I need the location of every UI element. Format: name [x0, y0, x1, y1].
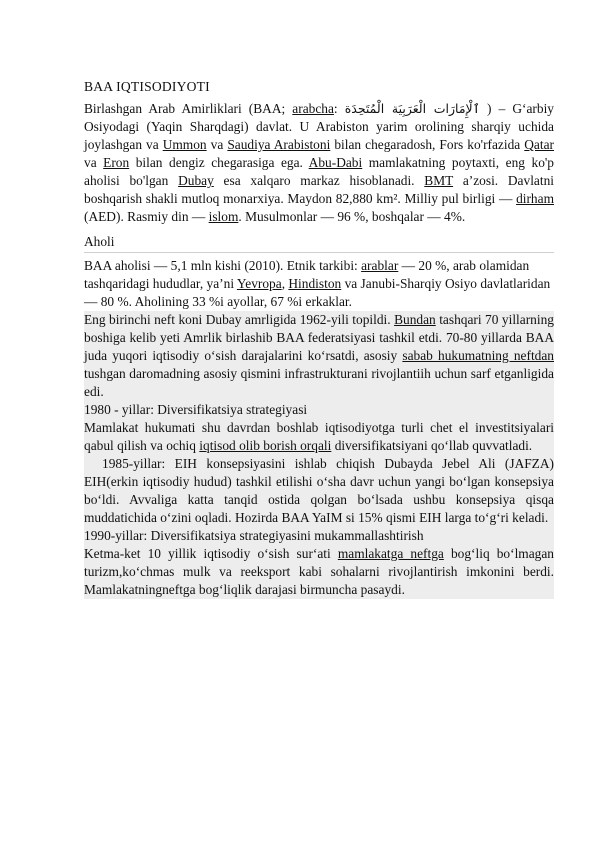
s1990-text: bog‘liq bo‘lmagan turizm,ko‘chmas mulk va reeksport kabi sohalarni rivojlantirish imkonini berdi. Mamlakatningneftga bog‘liqlik darajasi birmuncha pasaydi.	[84, 546, 555, 597]
section-heading-aholi: Aholi	[84, 233, 554, 253]
link-bundan[interactable]: Bundan	[394, 312, 436, 327]
link-sabab-hukumatning-neftdan[interactable]: sabab hukumatning neftdan	[402, 348, 554, 363]
s1980-text: diversifikatsiyani qo‘llab quvvatladi.	[331, 438, 533, 453]
link-arabcha[interactable]: arabcha	[292, 101, 334, 116]
link-hindiston[interactable]: Hindiston	[288, 276, 342, 291]
arabic-name: ٱلْإِمَارَات الْعَرَبِيَة الْمُتَحِدَة	[344, 101, 480, 116]
link-eron[interactable]: Eron	[103, 155, 130, 170]
oil-history-paragraph	[84, 311, 554, 401]
link-ummon[interactable]: Ummon	[162, 137, 207, 152]
link-dirham[interactable]: dirham	[516, 191, 554, 206]
section-1980-paragraph	[84, 419, 554, 455]
section-1990-paragraph	[84, 545, 554, 599]
s1980-text: Mamlakat hukumati shu davrdan boshlab iqtisodiyotga turli chet el investitsiyalari qabul qilish va ochiq	[84, 420, 554, 453]
aholi-text: ,	[281, 276, 289, 291]
document-page	[84, 78, 554, 599]
link-arablar[interactable]: arablar	[361, 258, 399, 273]
oil-text: tashqari 70 yillarning boshiga kelib yeti Amrlik birlashib BAA federatsiyasi tashkil etdi. 70-80 yillarda BAA juda yuqori iqtisodiy o‘sish darajalarini ko‘rsatdi, asosiy	[84, 312, 554, 363]
intro-text: (AED). Rasmiy din —	[84, 209, 209, 224]
intro-text: Birlashgan Arab Amirliklari (BAA;	[84, 101, 293, 116]
section-1985-paragraph: 1985-yillar: EIH konsepsiyasini ishlab chiqish Dubayda Jebel Ali (JAFZA) EIH(erkin iqtisodiy hudud) tashkil etilishi o‘sha davr uchun yangi bo‘lgan konsepsiya bo‘ldi. Avvaliga katta tanqid ostida qolgan bo‘lsada ushbu konsepsiya qisqa muddatichida o‘zini oqladi. Hozirda BAA YaIM si 15% qismi EIH larga to‘g‘ri keladi.	[84, 456, 554, 525]
section-heading-1990: 1990-yillar: Diversifikatsiya strategiyasini mukammallashtirish	[84, 527, 554, 545]
s1990-text: Ketma-ket 10 yillik iqtisodiy o‘sish sur‘ati	[84, 546, 338, 561]
intro-paragraph	[84, 100, 554, 226]
intro-text: va	[206, 137, 228, 152]
aholi-text: va Janubi-Sharqiy Osiyo davlatlaridan — 80 %. Aholining 33 %i ayollar, 67 %i erkaklar.	[84, 276, 551, 309]
link-dubay[interactable]: Dubay	[178, 173, 214, 188]
link-qatar[interactable]: Qatar	[524, 137, 555, 152]
link-bmt[interactable]: BMT	[424, 173, 454, 188]
intro-text: . Musulmonlar — 96 %, boshqalar — 4%.	[238, 209, 466, 224]
intro-text: bilan dengiz chegarasiga ega.	[129, 155, 309, 170]
aholi-paragraph	[84, 257, 554, 311]
document-title: BAA IQTISODIYOTI	[84, 79, 210, 94]
oil-text: Eng birinchi neft koni Dubay amrligida 1962-yili topildi.	[84, 312, 395, 327]
oil-text: tushgan daromadning asosiy qismini infrastrukturani rivojlantiih uchun sarf etganligida edi.	[84, 366, 554, 399]
section-heading-1980: 1980 - yillar: Diversifikatsiya strategiyasi	[84, 401, 554, 419]
intro-text: ) – G‘arbiy Osiyodagi (Yaqin Sharqdagi) davlat. U Arabiston yarim orolining sharqiy uchida joylashgan va	[84, 101, 554, 152]
intro-text: bilan chegaradosh, Fors ko'rfazida	[330, 137, 525, 152]
aholi-text: BAA aholisi — 5,1 mln kishi (2010). Etnik tarkibi:	[84, 258, 362, 273]
link-abu-dabi[interactable]: Abu-Dabi	[308, 155, 363, 170]
link-iqtisod-olib-borish[interactable]: iqtisod olib borish orqali	[199, 438, 332, 453]
intro-text: :	[333, 101, 345, 116]
intro-text: mamlakatning poytaxti, eng ko'p aholisi bo'lgan	[84, 155, 554, 188]
intro-text: va	[84, 155, 104, 170]
link-yevropa[interactable]: Yevropa	[236, 276, 282, 291]
aholi-text: — 20 %, arab olamidan tashqaridagi hududlar, ya’ni	[84, 258, 530, 291]
link-mamlakatga-neftga[interactable]: mamlakatga neftga	[337, 546, 444, 561]
link-islom[interactable]: islom	[208, 209, 239, 224]
intro-text: a’zosi. Davlatni boshqarish shakli mutloq monarxiya. Maydon 82,880 km². Milliy pul birligi —	[84, 173, 554, 206]
intro-text: esa xalqaro markaz hisoblanadi.	[213, 173, 425, 188]
link-saudiya-arabistoni[interactable]: Saudiya Arabistoni	[227, 137, 331, 152]
